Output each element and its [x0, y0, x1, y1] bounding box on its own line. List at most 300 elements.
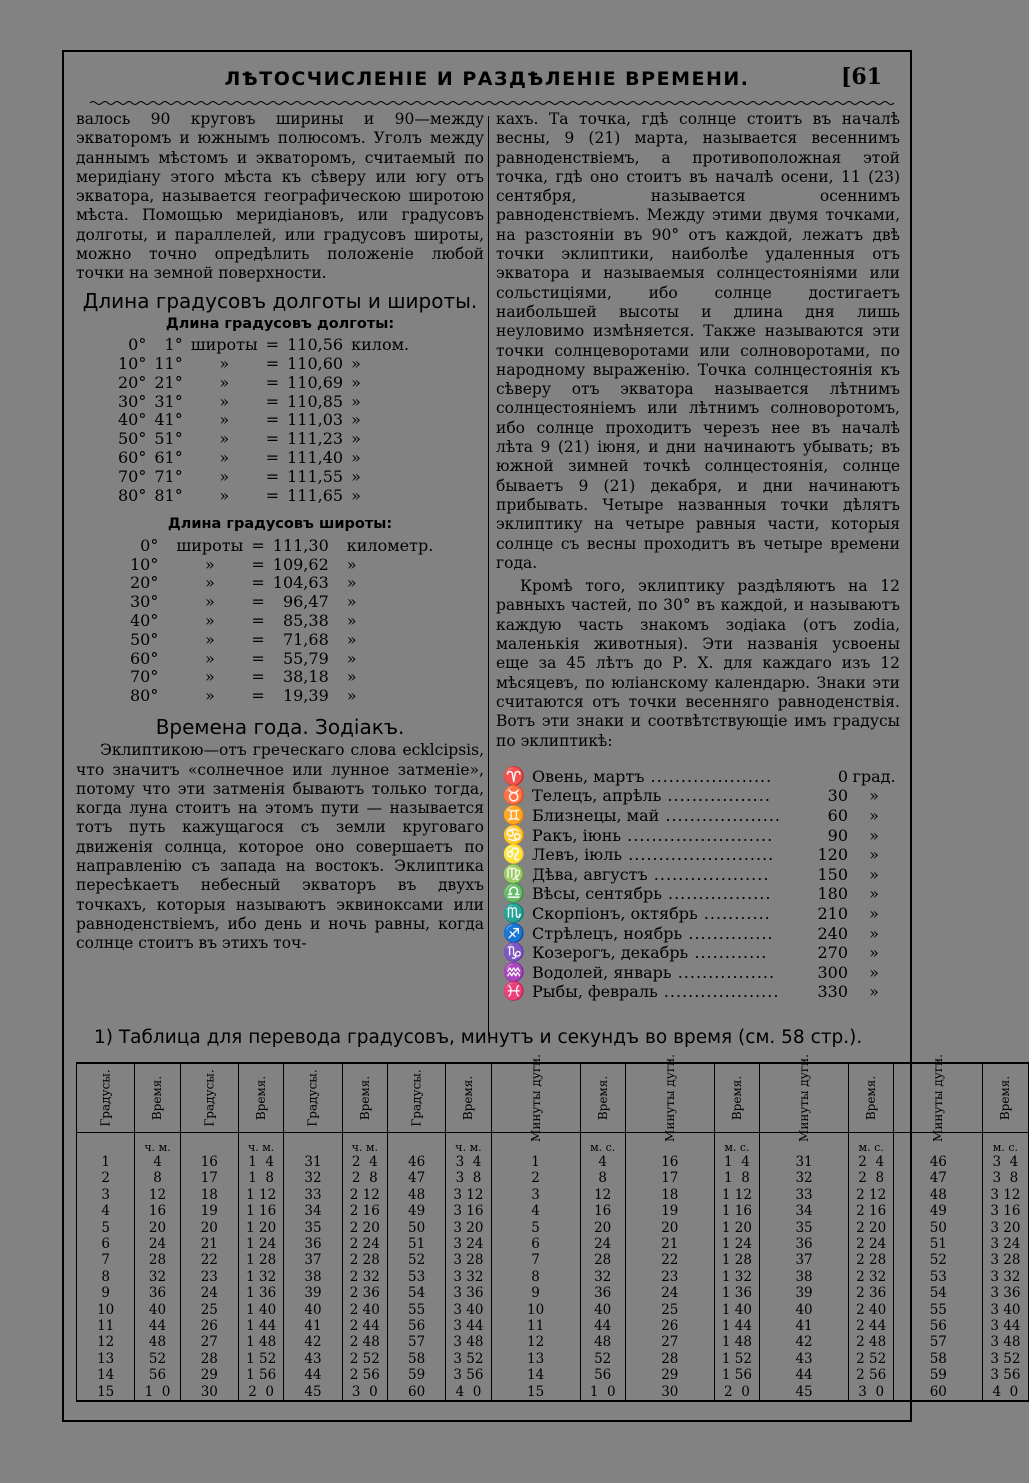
zodiac-name — [532, 767, 788, 787]
table-cell: 33 — [284, 1187, 342, 1203]
table-row — [77, 1236, 1029, 1252]
table-header-row — [77, 1063, 1029, 1133]
latitude-cell: » — [204, 592, 215, 612]
column-header-text: Время. — [864, 1075, 879, 1121]
zodiac-sign-icon: ♈ — [502, 765, 526, 787]
longitude-cell: » — [351, 391, 361, 411]
table-cell: 1 44 — [714, 1318, 759, 1334]
unit-label: м. с. — [580, 1133, 625, 1155]
table-cell: 2 48 — [849, 1334, 894, 1350]
longitude-cell: 81° — [154, 485, 183, 505]
table-cell: 2 20 — [342, 1220, 387, 1236]
longitude-cell: » — [219, 466, 230, 486]
table-cell: 3 4 — [446, 1154, 491, 1170]
longitude-cell: » — [219, 485, 230, 505]
table-cell: 1 48 — [714, 1334, 759, 1350]
latitude-cell: = — [251, 667, 265, 687]
column-header — [894, 1054, 983, 1142]
zodiac-name-text: Вѣсы, сентябрь — [532, 884, 662, 904]
column-header — [491, 1054, 580, 1142]
table-cell: 46 — [894, 1154, 983, 1170]
zodiac-sign-icon: ♉ — [502, 785, 526, 807]
latitude-cell: 60° — [130, 648, 159, 668]
latitude-cell: = — [251, 592, 265, 612]
table-cell: 3 56 — [446, 1367, 491, 1383]
table-cell: 30 — [180, 1384, 238, 1401]
table-cell: 44 — [760, 1367, 849, 1383]
longitude-cell: 111,23 — [287, 429, 344, 449]
longitude-cell: = — [265, 354, 280, 374]
zodiac-degrees: 30 — [827, 786, 848, 806]
table-cell: 2 12 — [849, 1187, 894, 1203]
column-header-text: Минуты дуги. — [797, 1054, 812, 1142]
table-cell: 54 — [894, 1285, 983, 1301]
column-header-text: Градусы. — [409, 1069, 424, 1127]
table-cell: 24 — [135, 1236, 180, 1252]
table-cell: 28 — [580, 1252, 625, 1268]
column-header — [238, 1063, 283, 1133]
zodiac-name-text: Рыбы, февраль — [532, 982, 658, 1002]
zodiac-row — [496, 884, 900, 904]
longitude-cell: » — [351, 372, 361, 392]
table-cell: 56 — [135, 1367, 180, 1383]
table-cell: 1 24 — [238, 1236, 283, 1252]
column-header-text: Градусы. — [202, 1069, 217, 1127]
column-header-text: Минуты дуги. — [528, 1054, 543, 1142]
table-cell: 2 28 — [849, 1252, 894, 1268]
table-cell: 1 32 — [714, 1269, 759, 1285]
latitude-cell: » — [204, 554, 215, 574]
table-cell: 1 40 — [238, 1302, 283, 1318]
latitude-row — [126, 631, 437, 650]
zodiac-row — [496, 826, 900, 846]
leader-dots: ........................ — [621, 825, 774, 845]
column-header-text: Минуты дуги. — [931, 1054, 946, 1142]
table-cell: 10 — [77, 1302, 135, 1318]
table-cell: 17 — [625, 1170, 714, 1186]
longitude-cell: 110,69 — [287, 372, 344, 392]
units-row — [77, 1133, 1029, 1155]
table-cell: 8 — [77, 1269, 135, 1285]
table-row — [77, 1334, 1029, 1350]
table-cell: 44 — [580, 1318, 625, 1334]
table-cell: 57 — [894, 1334, 983, 1350]
table-cell: 59 — [387, 1367, 445, 1383]
latitude-cell: 20° — [130, 573, 159, 593]
zodiac-row — [496, 904, 900, 924]
table-cell: 4 — [491, 1203, 580, 1219]
longitude-cell: » — [351, 410, 361, 430]
table-cell: 32 — [760, 1170, 849, 1186]
table-cell: 7 — [77, 1252, 135, 1268]
table-cell: 16 — [180, 1154, 238, 1170]
table-cell: 30 — [625, 1384, 714, 1401]
table-cell: 11 — [491, 1318, 580, 1334]
book-page — [62, 50, 1021, 1422]
table-cell: 56 — [580, 1367, 625, 1383]
table-cell: 3 16 — [983, 1203, 1028, 1219]
latitude-cell: » — [204, 686, 215, 706]
table-cell: 2 — [491, 1170, 580, 1186]
longitude-cell: 111,40 — [287, 448, 344, 468]
unit-label: ч. м. — [446, 1133, 491, 1155]
table-cell: 28 — [135, 1252, 180, 1268]
zodiac-row — [496, 786, 900, 806]
table-cell: 32 — [284, 1170, 342, 1186]
table-cell: 25 — [180, 1302, 238, 1318]
longitude-cell: 10° — [118, 354, 147, 374]
table-cell: 34 — [760, 1203, 849, 1219]
table-cell: 48 — [894, 1187, 983, 1203]
zodiac-row — [496, 806, 900, 826]
table-cell: 1 32 — [238, 1269, 283, 1285]
table-cell: 3 36 — [446, 1285, 491, 1301]
latitude-cell: 111,30 — [272, 535, 329, 555]
table-cell: 2 52 — [342, 1351, 387, 1367]
table-cell: 20 — [135, 1220, 180, 1236]
table-cell: 29 — [180, 1367, 238, 1383]
table-cell: 3 40 — [446, 1302, 491, 1318]
table-cell: 2 0 — [238, 1384, 283, 1401]
zodiac-row — [496, 767, 900, 787]
table-cell: 60 — [894, 1384, 983, 1401]
unit-label — [387, 1133, 445, 1155]
table-cell: 2 44 — [849, 1318, 894, 1334]
zodiac-sign-icon: ♎ — [502, 883, 526, 905]
table-cell: 1 44 — [238, 1318, 283, 1334]
table-cell: 50 — [387, 1220, 445, 1236]
table-cell: 22 — [625, 1252, 714, 1268]
longitude-cell: = — [265, 391, 280, 411]
table-cell: 38 — [760, 1269, 849, 1285]
table-cell: 50 — [894, 1220, 983, 1236]
latitude-cell: 38,18 — [282, 667, 329, 687]
leader-dots: ........... — [697, 903, 771, 923]
column-header-text: Время. — [357, 1075, 372, 1121]
table-cell: 40 — [760, 1302, 849, 1318]
table-row — [77, 1170, 1029, 1186]
table-cell: 3 20 — [446, 1220, 491, 1236]
table-cell: 4 — [77, 1203, 135, 1219]
leader-dots: ................ — [671, 962, 776, 982]
longitude-cell: » — [219, 410, 230, 430]
table-cell: 8 — [491, 1269, 580, 1285]
table-cell: 3 8 — [983, 1170, 1028, 1186]
table-row — [77, 1302, 1029, 1318]
table-cell: 2 24 — [849, 1236, 894, 1252]
table-cell: 1 28 — [714, 1252, 759, 1268]
zodiac-degrees: 150 — [817, 864, 848, 884]
subheading-latitude: Длина градусовъ широты: — [167, 516, 393, 533]
leader-dots: .................... — [644, 766, 773, 786]
column-header — [849, 1063, 894, 1133]
zodiac-name — [532, 884, 788, 904]
latitude-cell: » — [346, 629, 357, 649]
table-row — [77, 1154, 1029, 1170]
table-row — [77, 1203, 1029, 1219]
table-cell: 2 16 — [849, 1203, 894, 1219]
longitude-cell: = — [265, 410, 280, 430]
table-cell: 31 — [284, 1154, 342, 1170]
latitude-cell: » — [346, 667, 357, 687]
table-cell: 52 — [894, 1252, 983, 1268]
table-cell: 42 — [760, 1334, 849, 1350]
latitude-row — [126, 687, 437, 706]
unit-label — [77, 1133, 135, 1155]
table-cell: 33 — [760, 1187, 849, 1203]
longitude-row — [114, 487, 413, 506]
table-cell: 3 20 — [983, 1220, 1028, 1236]
leader-dots: .............. — [682, 923, 774, 943]
table-cell: 51 — [387, 1236, 445, 1252]
table-cell: 12 — [580, 1187, 625, 1203]
table-cell: 20 — [180, 1220, 238, 1236]
zodiac-degrees: 300 — [817, 962, 848, 982]
zodiac-name-text: Ракъ, іюнь — [532, 825, 622, 845]
table-cell: 32 — [580, 1269, 625, 1285]
zodiac-row — [496, 963, 900, 983]
table-cell: 3 44 — [446, 1318, 491, 1334]
table-cell: 27 — [180, 1334, 238, 1350]
unit-label: ч. м. — [342, 1133, 387, 1155]
table-cell: 3 36 — [983, 1285, 1028, 1301]
table-cell: 2 20 — [849, 1220, 894, 1236]
table-cell: 58 — [894, 1351, 983, 1367]
latitude-cell: » — [346, 686, 357, 706]
left-column — [76, 110, 484, 953]
zodiac-name-text: Левъ, іюль — [532, 845, 623, 865]
right-column — [496, 110, 900, 1002]
zodiac-unit: » — [869, 884, 879, 904]
table-cell: 8 — [580, 1170, 625, 1186]
column-header — [625, 1054, 714, 1142]
longitude-row — [114, 449, 413, 468]
table-cell: 24 — [180, 1285, 238, 1301]
longitude-cell: = — [265, 429, 280, 449]
latitude-cell: 40° — [130, 610, 159, 630]
table-cell: 56 — [387, 1318, 445, 1334]
table-cell: 36 — [135, 1285, 180, 1301]
latitude-cell: = — [251, 648, 265, 668]
zodiac-name — [532, 982, 788, 1002]
table-cell: 1 48 — [238, 1334, 283, 1350]
zodiac-row — [496, 845, 900, 865]
zodiac-name-text: Козерогъ, декабрь — [532, 943, 689, 963]
latitude-row — [126, 556, 437, 575]
table-cell: 3 12 — [983, 1187, 1028, 1203]
latitude-cell: 10° — [130, 554, 159, 574]
table-cell: 42 — [284, 1334, 342, 1350]
paragraph-equinox: кахъ. Та точка, гдѣ солнце стоитъ въ началѣ весны, 9 (21) марта, называется весеннимъ равноденствіемъ, а противоположная этой точка, гдѣ оно стоитъ въ началѣ осени, 11 (23) сентября, называется осеннимъ равноденствіемъ. Между этими двумя точками, на разстояніи въ 90° отъ каждой, лежатъ двѣ точки эклиптики, наиболѣе удаленныя отъ экватора и называемыя солнцестояніями или сольстиціями, ибо солнце достигаетъ наибольшей высоты и длина дня лишь неуловимо измѣняется. Также называются эти точки солнцеворотами или солноворотами, по народному выраженію. Точка солнцестоянія къ сѣверу отъ экватора называется лѣтнимъ солнцестояніемъ или лѣтнимъ солноворотомъ, ибо солнце проходитъ черезъ нее въ началѣ лѣта 9 (21) іюня, и дни начинаютъ убывать; въ южной зимней точкѣ солнцестоянія, солнце бываетъ 9 (21) декабря, и дни начинаютъ прибывать. Четыре названныя точки дѣлятъ эклиптику на четыре равныя части, которыя солнце съ весны проходитъ въ четыре времени года. — [496, 110, 900, 572]
table-row — [77, 1384, 1029, 1401]
table-cell: 2 40 — [342, 1302, 387, 1318]
latitude-row — [126, 574, 437, 593]
latitude-cell: = — [251, 629, 265, 649]
column-header — [77, 1063, 135, 1133]
table-cell: 3 8 — [446, 1170, 491, 1186]
column-header-text: Градусы. — [98, 1069, 113, 1127]
table-row — [77, 1220, 1029, 1236]
table-cell: 52 — [387, 1252, 445, 1268]
latitude-row — [126, 593, 437, 612]
column-header — [284, 1063, 342, 1133]
table-cell: 12 — [135, 1187, 180, 1203]
leader-dots: ........................ — [622, 845, 775, 865]
longitude-cell: » — [219, 429, 230, 449]
table-cell: 43 — [760, 1351, 849, 1367]
table-cell: 4 0 — [983, 1384, 1028, 1401]
table-cell: 37 — [760, 1252, 849, 1268]
longitude-cell: килом. — [351, 335, 410, 355]
latitude-row — [126, 612, 437, 631]
unit-label — [180, 1133, 238, 1155]
longitude-cell: 111,65 — [287, 485, 344, 505]
table-cell: 4 0 — [446, 1384, 491, 1401]
leader-dots: ................. — [661, 786, 771, 806]
table-cell: 2 56 — [849, 1367, 894, 1383]
table-cell: 1 — [77, 1154, 135, 1170]
table-cell: 1 52 — [238, 1351, 283, 1367]
longitude-cell: 31° — [154, 391, 183, 411]
zodiac-row — [496, 943, 900, 963]
table-cell: 46 — [387, 1154, 445, 1170]
table-cell: 16 — [625, 1154, 714, 1170]
longitude-cell: » — [351, 448, 361, 468]
column-header — [387, 1063, 445, 1133]
table-cell: 52 — [580, 1351, 625, 1367]
table-cell: 1 12 — [714, 1187, 759, 1203]
table-cell: 41 — [284, 1318, 342, 1334]
unit-label: м. с. — [849, 1133, 894, 1155]
table-cell: 2 16 — [342, 1203, 387, 1219]
unit-label: ч. м. — [238, 1133, 283, 1155]
table-cell: 1 12 — [238, 1187, 283, 1203]
zodiac-degrees: 270 — [817, 943, 848, 963]
latitude-row — [126, 668, 437, 687]
table-cell: 10 — [491, 1302, 580, 1318]
column-header — [760, 1054, 849, 1142]
table-cell: 20 — [580, 1220, 625, 1236]
longitude-cell: 110,56 — [287, 335, 344, 355]
table-cell: 3 32 — [983, 1269, 1028, 1285]
table-cell: 1 16 — [714, 1203, 759, 1219]
longitude-row — [114, 374, 413, 393]
longitude-cell: 11° — [154, 354, 183, 374]
table-cell: 5 — [491, 1220, 580, 1236]
table-cell: 1 8 — [238, 1170, 283, 1186]
table-cell: 1 0 — [135, 1384, 180, 1401]
table-cell: 21 — [625, 1236, 714, 1252]
longitude-cell: 111,55 — [287, 466, 344, 486]
table-cell: 1 28 — [238, 1252, 283, 1268]
zodiac-name — [532, 826, 788, 846]
table-cell: 13 — [77, 1351, 135, 1367]
table-cell: 29 — [625, 1367, 714, 1383]
zodiac-unit: » — [869, 805, 879, 825]
longitude-cell: 50° — [118, 429, 147, 449]
latitude-cell: 71,68 — [282, 629, 329, 649]
longitude-cell: » — [351, 466, 361, 486]
column-header — [446, 1063, 491, 1133]
table-cell: 4 — [580, 1154, 625, 1170]
table-cell: 41 — [760, 1318, 849, 1334]
table-cell: 26 — [625, 1318, 714, 1334]
table-cell: 1 0 — [580, 1384, 625, 1401]
zodiac-name — [532, 806, 788, 826]
longitude-row — [114, 468, 413, 487]
latitude-cell: 0° — [140, 535, 159, 555]
table-cell: 3 40 — [983, 1302, 1028, 1318]
table-cell: 47 — [387, 1170, 445, 1186]
table-cell: 4 — [135, 1154, 180, 1170]
longitude-cell: 60° — [118, 448, 147, 468]
longitude-cell: 21° — [154, 372, 183, 392]
table-cell: 45 — [284, 1384, 342, 1401]
table-cell: 1 56 — [714, 1367, 759, 1383]
table-cell: 2 24 — [342, 1236, 387, 1252]
latitude-cell: » — [346, 648, 357, 668]
longitude-row — [114, 355, 413, 374]
latitude-cell: = — [251, 554, 265, 574]
longitude-cell: » — [219, 391, 230, 411]
table-cell: 39 — [284, 1285, 342, 1301]
zodiac-name-text: Скорпіонъ, октябрь — [532, 903, 698, 923]
unit-label: ч. м. — [135, 1133, 180, 1155]
table-cell: 1 8 — [714, 1170, 759, 1186]
table-cell: 2 32 — [342, 1269, 387, 1285]
zodiac-unit: » — [869, 982, 879, 1002]
table-cell: 2 56 — [342, 1367, 387, 1383]
zodiac-row — [496, 924, 900, 944]
table-cell: 1 4 — [238, 1154, 283, 1170]
zodiac-sign-icon: ♍ — [502, 863, 526, 885]
table-cell: 14 — [77, 1367, 135, 1383]
table-cell: 1 16 — [238, 1203, 283, 1219]
table-row — [77, 1318, 1029, 1334]
table-cell: 3 52 — [983, 1351, 1028, 1367]
zodiac-degrees: 60 — [827, 805, 848, 825]
table-cell: 51 — [894, 1236, 983, 1252]
table-cell: 55 — [387, 1302, 445, 1318]
table-cell: 21 — [180, 1236, 238, 1252]
table-cell: 32 — [135, 1269, 180, 1285]
table-cell: 23 — [180, 1269, 238, 1285]
latitude-cell: » — [204, 629, 215, 649]
table-cell: 3 12 — [446, 1187, 491, 1203]
table-cell: 2 4 — [342, 1154, 387, 1170]
table-cell: 12 — [491, 1334, 580, 1350]
table-cell: 1 52 — [714, 1351, 759, 1367]
zodiac-sign-icon: ♌ — [502, 844, 526, 866]
table-cell: 37 — [284, 1252, 342, 1268]
longitude-cell: 0° — [128, 335, 147, 355]
longitude-cell: 51° — [154, 429, 183, 449]
table-cell: 3 — [77, 1187, 135, 1203]
latitude-cell: » — [204, 648, 215, 668]
zodiac-name — [532, 924, 788, 944]
table-cell: 11 — [77, 1318, 135, 1334]
table-cell: 3 4 — [983, 1154, 1028, 1170]
longitude-table — [114, 336, 413, 505]
column-header-text: Градусы. — [305, 1069, 320, 1127]
subheading-longitude: Длина градусовъ долготы: — [165, 315, 395, 332]
latitude-cell: 70° — [130, 667, 159, 687]
zodiac-degrees: 240 — [817, 923, 848, 943]
table-cell: 3 32 — [446, 1269, 491, 1285]
latitude-cell: » — [346, 573, 357, 593]
longitude-cell: широты — [190, 335, 258, 355]
leader-dots: ................... — [657, 982, 780, 1002]
